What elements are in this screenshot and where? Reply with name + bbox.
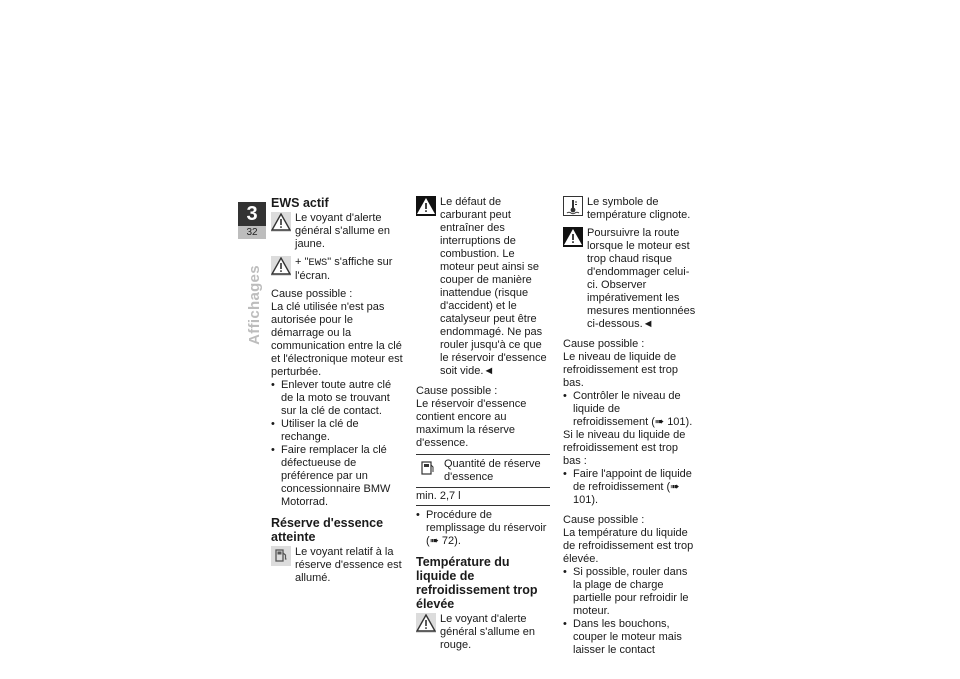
temp-warning-row — [416, 613, 550, 652]
fuel-pump-icon — [271, 546, 291, 566]
ews-display-row — [271, 256, 405, 283]
list-item: • Contrôler le niveau de liquide de refroidissement (➠ 101). — [563, 390, 697, 429]
column-3 — [563, 196, 697, 657]
cause-label: Cause possible : — [416, 385, 498, 397]
fuel-can-icon — [416, 458, 438, 484]
danger-icon — [563, 227, 583, 247]
fuel-danger-row — [416, 196, 550, 378]
general-warning-icon — [271, 256, 291, 276]
general-warning-icon — [271, 212, 291, 232]
cause-label: Cause possible : — [271, 288, 353, 300]
list-item: • Faire remplacer la clé défectueuse de préférence par un concessionnaire BMW Motorrad. — [271, 444, 405, 509]
list-item: • Faire l'appoint de liquide de refroidissement (➠ 101). — [563, 468, 697, 507]
chapter-number: 3 — [238, 202, 266, 226]
temp-warning-text: Le voyant d'alerte général s'allume en rouge. — [440, 613, 536, 651]
cause-text: Le niveau de liquide de refroidissement est trop bas. — [563, 351, 678, 389]
list-item: • Enlever toute autre clé de la moto se trouvant sur la clé de contact. — [271, 379, 405, 418]
cause-text: La clé utilisée n'est pas autorisée pour le démarrage ou la communication entre la clé et l'électronique moteur est perturbée. — [271, 301, 403, 378]
ews-display-text — [295, 256, 405, 283]
cause-text: La température du liquide de refroidissement est trop élevée. — [563, 527, 694, 565]
coolant-fill-list — [563, 468, 697, 507]
list-item: • Si possible, rouler dans la plage de charge partielle pour refroidir le moteur. — [563, 566, 697, 618]
temp-danger-row — [563, 227, 697, 331]
temp-symbol-row — [563, 196, 697, 222]
low-level-text: Si le niveau du liquide de refroidissement est trop bas : — [563, 429, 686, 467]
reserve-text: Le voyant relatif à la réserve d'essence est allumé. — [295, 546, 402, 584]
fuel-danger-text: Le défaut de carburant peut entraîner des interruptions de combustion. Le moteur peut ainsi se couper de manière inattendue (risque d'accident) et le catalyseur peut être endommagé. Ne pas rouler jusqu'à ce que le réservoir d'essence soit vide.◄ — [440, 196, 547, 377]
page-number: 32 — [238, 226, 266, 239]
list-item: • Procédure de remplissage du réservoir (➠ 72). — [416, 509, 550, 548]
temp-danger-text: Poursuivre la route lorsque le moteur est trop chaud risque d'endommager celui-ci. Observer impérativement les mesures mentionnées ci-dessous.◄ — [587, 227, 696, 330]
ews-code: EWS — [308, 257, 328, 269]
heading-fuel-reserve: Réserve d'essence atteinte — [271, 516, 384, 544]
danger-icon — [416, 196, 436, 216]
cooling-actions-list — [563, 566, 697, 657]
cause-label: Cause possible : — [563, 338, 645, 350]
table-label: Quantité de réserve d'essence — [444, 458, 541, 483]
cause-label: Cause possible : — [563, 514, 645, 526]
refuel-list — [416, 509, 550, 548]
column-2 — [416, 196, 550, 657]
table-row — [416, 488, 550, 505]
ews-actions-list — [271, 379, 405, 509]
general-warning-icon — [416, 613, 436, 633]
ews-display-prefix: + " — [295, 256, 309, 268]
list-item: • Dans les bouchons, couper le moteur mais laisser le contact — [563, 618, 697, 657]
chapter-title: Affichages — [246, 265, 263, 345]
ews-warning-text: Le voyant d'alerte général s'allume en jaune. — [295, 212, 391, 250]
table-value: min. 2,7 l — [416, 490, 461, 502]
table-row — [416, 455, 550, 488]
temp-symbol-text: Le symbole de température clignote. — [587, 196, 691, 221]
reserve-row — [271, 546, 405, 585]
reserve-table — [416, 454, 550, 506]
ews-warning-row — [271, 212, 405, 251]
column-1 — [271, 196, 405, 590]
cause-text: Le réservoir d'essence contient encore au maximum la réserve d'essence. — [416, 398, 527, 449]
coolant-check-list — [563, 390, 697, 429]
heading-coolant-temp: Température du liquide de refroidissement trop élevée — [416, 555, 538, 611]
list-item: • Utiliser la clé de rechange. — [271, 418, 405, 444]
ews-display-suffix: " s'affiche sur l'écran. — [295, 256, 393, 282]
heading-ews-active: EWS actif — [271, 196, 329, 210]
thermometer-icon — [563, 196, 583, 216]
